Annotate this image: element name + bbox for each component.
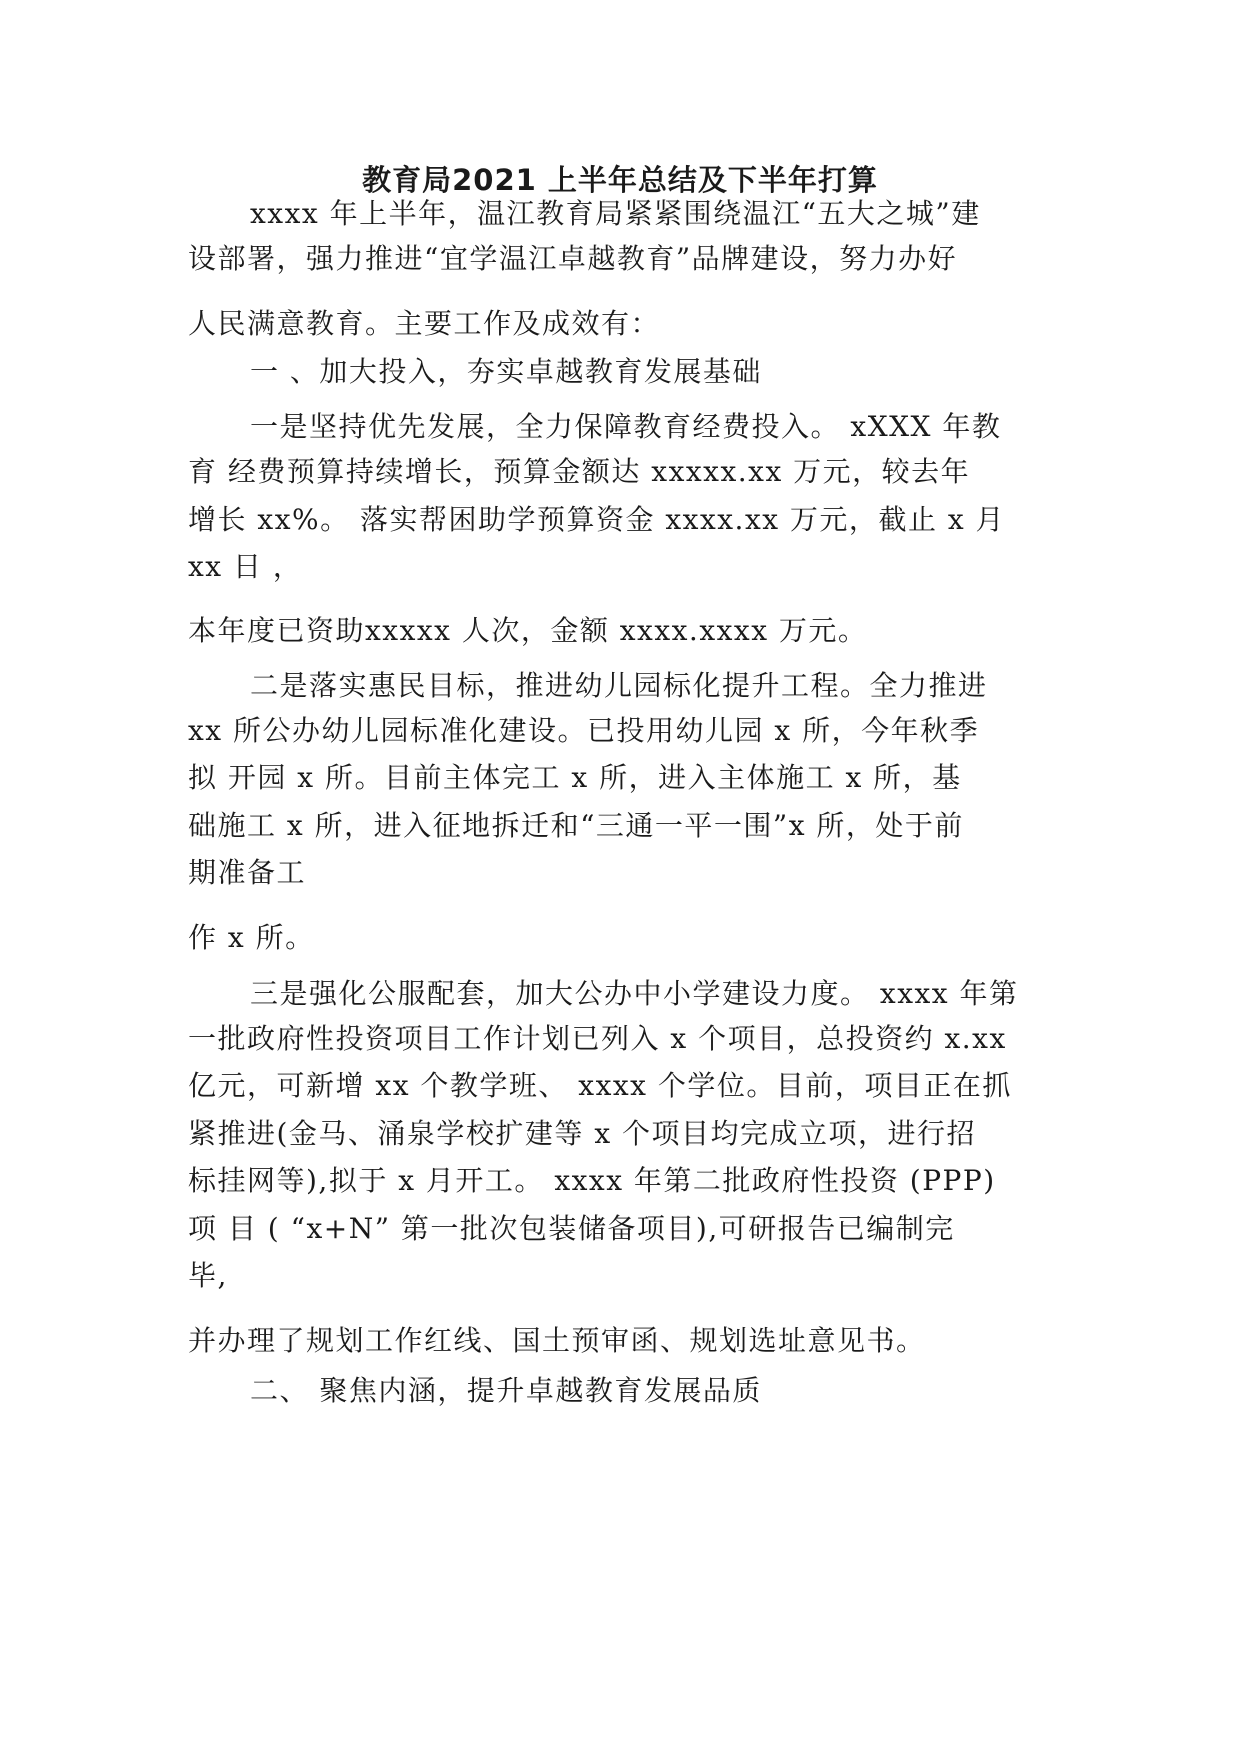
paragraph-line: xx 所公办幼儿园标准化建设。已投用幼儿园 x 所，今年秋季 [188,714,980,747]
paragraph-line: 紧推进(金马、涌泉学校扩建等 x 个项目均完成立项，进行招 [188,1117,977,1150]
paragraph-line: 础施工 x 所，进入征地拆迁和“三通一平一围”x 所，处于前 [188,809,964,842]
paragraph-line: 项 目 ( “x+N” 第一批次包装储备项目),可研报告已编制完 [188,1212,955,1245]
paragraph-line: 三是强化公服配套，加大公办中小学建设力度。 xxxx 年第 [250,977,1019,1010]
paragraph-line: 亿元，可新增 xx 个教学班、 xxxx 个学位。目前，项目正在抓 [188,1069,1012,1102]
section-heading: 一 、加大投入，夯实卓越教育发展基础 [250,355,762,388]
paragraph-line: 育 经费预算持续增长，预算金额达 xxxxx.xx 万元，较去年 [188,455,971,488]
paragraph-line: 二是落实惠民目标，推进幼儿园标化提升工程。全力推进 [250,669,988,702]
paragraph-line: 本年度已资助xxxxx 人次，金额 xxxx.xxxx 万元。 [188,614,868,647]
paragraph-line: 标挂网等),拟于 x 月开工。 xxxx 年第二批政府性投资 (PPP) [188,1164,996,1197]
paragraph-line: 作 x 所。 [188,921,315,954]
paragraph-line: xx 日 ， [188,550,303,583]
paragraph-line: xxxx 年上半年，温江教育局紧紧围绕温江“五大之城”建 [250,197,981,230]
paragraph-line: 增长 xx%。 落实帮困助学预算资金 xxxx.xx 万元，截止 x 月 [188,503,1006,536]
paragraph-line: 并办理了规划工作红线、国土预审函、规划选址意见书。 [188,1324,926,1357]
paragraph-line: 拟 开园 x 所。目前主体完工 x 所，进入主体施工 x 所，基 [188,761,962,794]
paragraph-line: 人民满意教育。主要工作及成效有： [188,307,661,340]
paragraph-line: 毕, [188,1259,228,1292]
paragraph-line: 期准备工 [188,856,307,889]
paragraph-line: 一是坚持优先发展，全力保障教育经费投入。 xXXX 年教 [250,410,1002,443]
section-heading: 二、 聚焦内涵，提升卓越教育发展品质 [250,1374,762,1407]
paragraph-line: 一批政府性投资项目工作计划已列入 x 个项目，总投资约 x.xx [188,1022,1007,1055]
document-title: 教育局2021 上半年总结及下半年打算 [362,163,878,197]
paragraph-line: 设部署，强力推进“宜学温江卓越教育”品牌建设，努力办好 [188,242,958,275]
